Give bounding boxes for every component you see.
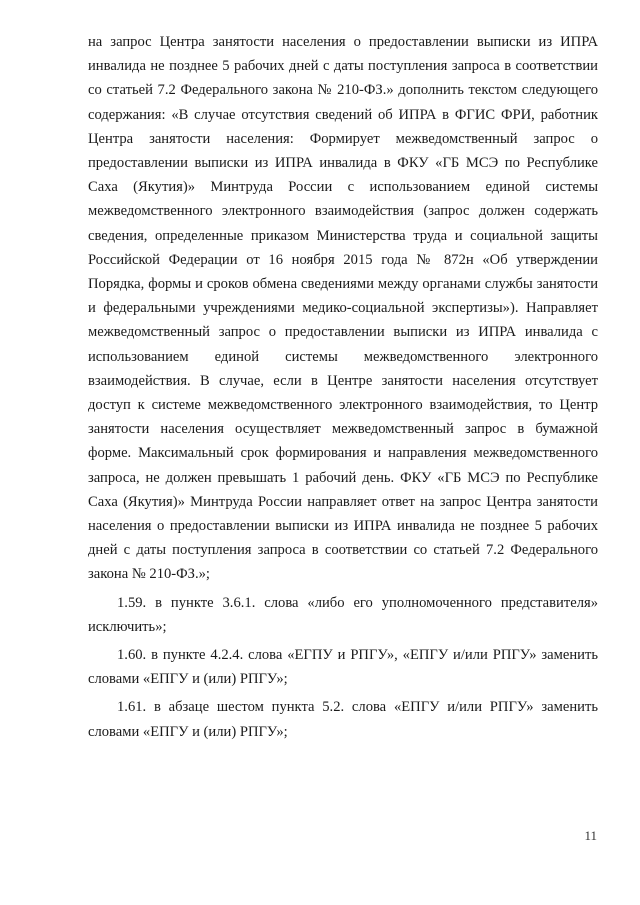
- document-body: [88, 30, 598, 744]
- paragraph-item-1-59: 1.59. в пункте 3.6.1. слова «либо его уполномоченного представителя» исключить»;: [88, 594, 598, 635]
- paragraph-item-1-60: 1.60. в пункте 4.2.4. слова «ЕГПУ и РПГУ», «ЕПГУ и/или РПГУ» заменить словами «ЕПГУ и (или) РПГУ»;: [88, 647, 598, 688]
- paragraph-item-1-61: 1.61. в абзаце шестом пункта 5.2. слова «ЕПГУ и/или РПГУ» заменить словами «ЕПГУ и (или) РПГУ»;: [88, 699, 598, 740]
- paragraph-continuation: на запрос Центра занятости населения о предоставлении выписки из ИПРА инвалида не позднее 5 рабочих дней с даты поступления запроса в соответствии со статьей 7.2 Федерального закона № 210-ФЗ.» дополнить текстом следующего содержания: «В случае отсутствия сведений об ИПРА в ФГИС ФРИ, работник Центра занятости населения: Формирует межведомственный запрос о предоставлении выписки из ИПРА инвалида в ФКУ «ГБ МСЭ по Республике Саха (Якутия)» Минтруда России с использованием единой системы межведомственного электронного взаимодействия (запрос должен содержать сведения, определенные приказом Министерства труда и социальной защиты Российской Федерации от 16 ноября 2015 года № 872н «Об утверждении Порядка, формы и сроков обмена сведениями между органами службы занятости и федеральными учреждениями медико-социальной экспертизы»). Направляет межведомственный запрос о предоставлении выписки из ИПРА инвалида с использованием единой системы межведомственного электронного взаимодействия. В случае, если в Центре занятости населения отсутствует доступ к системе межведомственного электронного взаимодействия, то Центр занятости населения осуществляет межведомственный запрос в бумажной форме. Максимальный срок формирования и направления межведомственного запроса, не должен превышать 1 рабочий день. ФКУ «ГБ МСЭ по Республике Саха (Якутия)» Минтруда России направляет ответ на запрос Центра занятости населения о предоставлении выписки из ИПРА инвалида не позднее 5 рабочих дней с даты поступления запроса в соответствии со статьей 7.2 Федерального закона № 210-ФЗ.»;: [88, 34, 598, 583]
- page-number: 11: [584, 828, 597, 843]
